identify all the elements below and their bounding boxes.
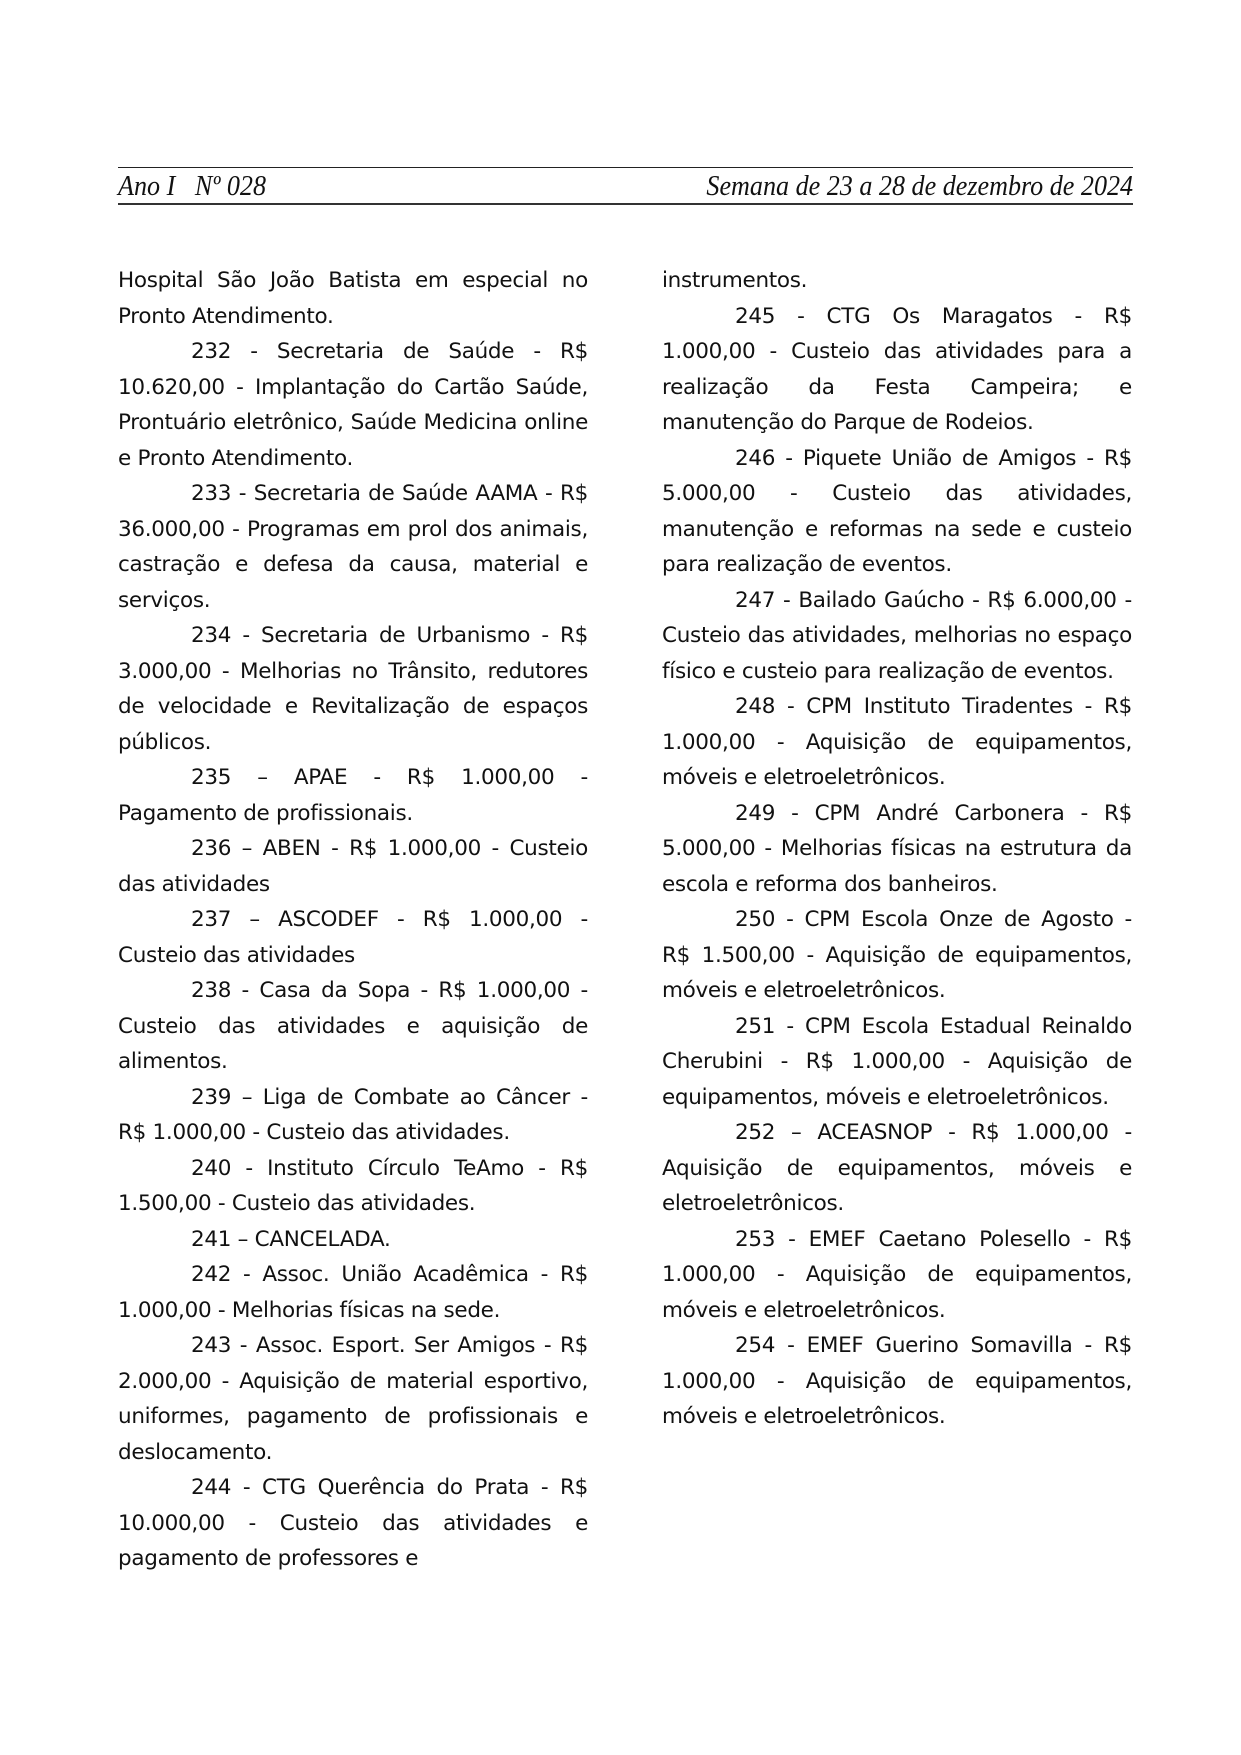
list-item: 235 – APAE - R$ 1.000,00 - Pagamento de profissionais. <box>118 765 588 826</box>
list-item: 239 – Liga de Combate ao Câncer - R$ 1.000,00 - Custeio das atividades. <box>118 1084 588 1145</box>
list-item: 251 - CPM Escola Estadual Reinaldo Cherubini - R$ 1.000,00 - Aquisição de equipamentos, móveis e eletroeletrônicos. <box>662 1013 1132 1110</box>
list-item: 249 - CPM André Carbonera - R$ 5.000,00 - Melhorias físicas na estrutura da escola e reforma dos banheiros. <box>662 800 1132 897</box>
right-column <box>662 263 1132 1435</box>
continuation-text: Hospital São João Batista em especial no Pronto Atendimento. <box>118 268 588 329</box>
list-item: 234 - Secretaria de Urbanismo - R$ 3.000,00 - Melhorias no Trânsito, redutores de velocidade e Revitalização de espaços públicos. <box>118 623 588 755</box>
list-item: 254 - EMEF Guerino Somavilla - R$ 1.000,00 - Aquisição de equipamentos, móveis e eletroeletrônicos. <box>662 1333 1132 1429</box>
list-item: 247 - Bailado Gaúcho - R$ 6.000,00 - Custeio das atividades, melhorias no espaço físico e custeio para realização de eventos. <box>662 587 1132 684</box>
list-item: 233 - Secretaria de Saúde AAMA - R$ 36.000,00 - Programas em prol dos animais, castração e defesa da causa, material e serviços. <box>118 481 588 613</box>
list-item: 236 – ABEN - R$ 1.000,00 - Custeio das atividades <box>118 836 588 897</box>
page-header <box>118 167 1133 205</box>
list-item: 246 - Piquete União de Amigos - R$ 5.000,00 - Custeio das atividades, manutenção e reformas na sede e custeio para realização de eventos. <box>662 445 1132 577</box>
list-item: 242 - Assoc. União Acadêmica - R$ 1.000,00 - Melhorias físicas na sede. <box>118 1262 588 1323</box>
list-item: 248 - CPM Instituto Tiradentes - R$ 1.000,00 - Aquisição de equipamentos, móveis e eletroeletrônicos. <box>662 694 1132 790</box>
list-item: 253 - EMEF Caetano Polesello - R$ 1.000,00 - Aquisição de equipamentos, móveis e eletroeletrônicos. <box>662 1226 1132 1323</box>
continuation-text: instrumentos. <box>662 268 808 293</box>
issue-number: Ano I Nº 028 <box>118 170 267 202</box>
week-range: Semana de 23 a 28 de dezembro de 2024 <box>706 170 1133 202</box>
list-item: 241 – CANCELADA. <box>191 1226 391 1252</box>
list-item: 244 - CTG Querência do Prata - R$ 10.000,00 - Custeio das atividades e pagamento de professores e <box>118 1475 588 1571</box>
list-item: 238 - Casa da Sopa - R$ 1.000,00 - Custeio das atividades e aquisição de alimentos. <box>118 978 588 1074</box>
list-item: 237 – ASCODEF - R$ 1.000,00 - Custeio das atividades <box>118 907 588 968</box>
list-item: 232 - Secretaria de Saúde - R$ 10.620,00 - Implantação do Cartão Saúde, Prontuário eletrônico, Saúde Medicina online e Pronto Atendimento. <box>118 339 588 471</box>
list-item: 245 - CTG Os Maragatos - R$ 1.000,00 - Custeio das atividades para a realização da Festa Campeira; e manutenção do Parque de Rodeios. <box>662 303 1132 435</box>
list-item: 250 - CPM Escola Onze de Agosto - R$ 1.500,00 - Aquisição de equipamentos, móveis e eletroeletrônicos. <box>662 907 1132 1003</box>
left-column <box>118 263 588 1577</box>
list-item: 240 - Instituto Círculo TeAmo - R$ 1.500,00 - Custeio das atividades. <box>118 1155 588 1216</box>
list-item: 252 – ACEASNOP - R$ 1.000,00 - Aquisição de equipamentos, móveis e eletroeletrônicos. <box>662 1120 1132 1216</box>
list-item: 243 - Assoc. Esport. Ser Amigos - R$ 2.000,00 - Aquisição de material esportivo, uniformes, pagamento de profissionais e deslocamento. <box>118 1333 588 1465</box>
